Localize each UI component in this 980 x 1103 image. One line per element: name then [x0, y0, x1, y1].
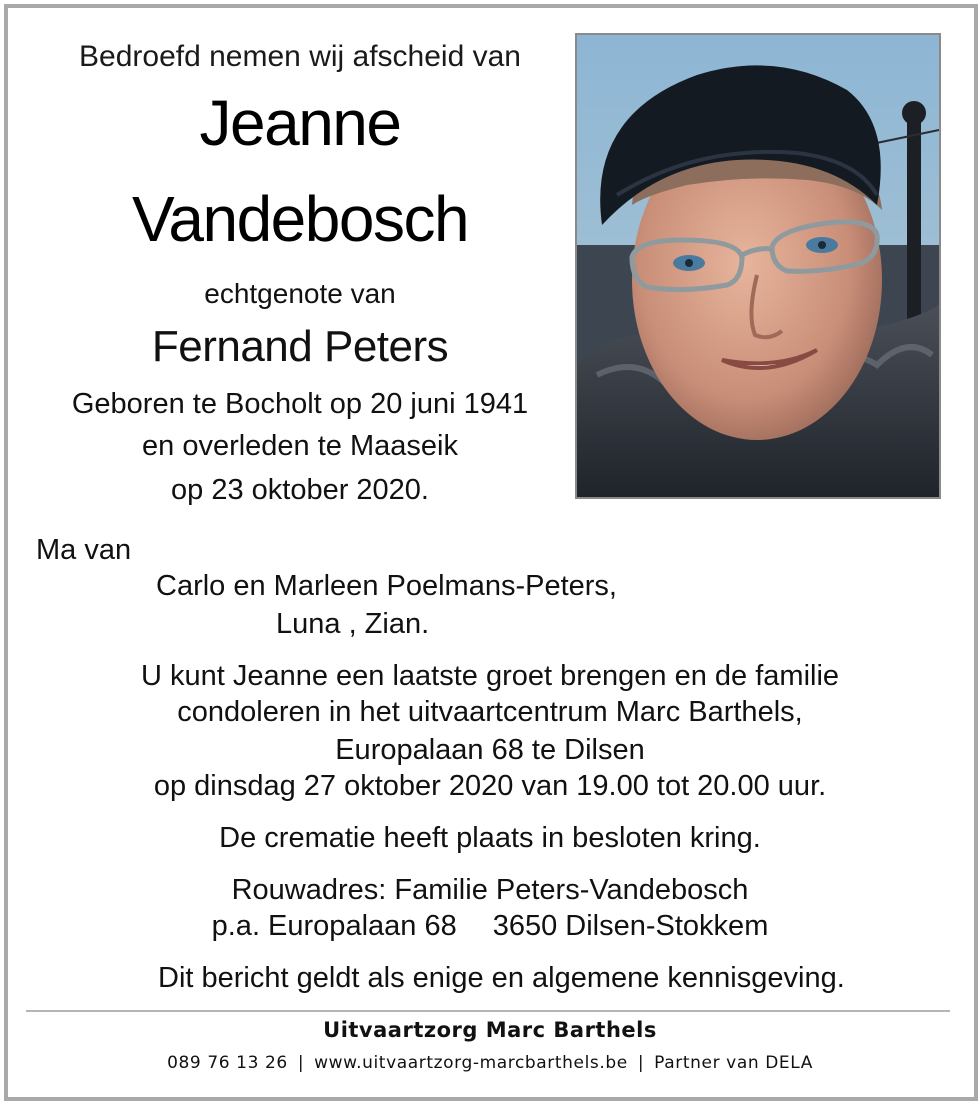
birth-info: Geboren te Bocholt op 20 juni 1941	[71, 388, 529, 420]
death-place: en overleden te Maaseik	[142, 430, 458, 462]
visitation-line-4: op dinsdag 27 oktober 2020 van 19.00 tot 20.00 uur.	[153, 770, 827, 802]
footer-separator: |	[297, 1053, 305, 1073]
footer-partner: Partner van DELA	[654, 1053, 813, 1073]
children-line-2: Luna , Zian.	[276, 608, 430, 640]
footer-contact-line	[0, 1053, 980, 1073]
deceased-first-name: Jeanne	[199, 87, 401, 159]
footer-divider	[26, 1010, 950, 1012]
deceased-last-name: Vandebosch	[131, 183, 469, 255]
portrait-photo	[575, 33, 941, 499]
spouse-label: echtgenote van	[204, 278, 396, 309]
footer-website: www.uitvaartzorg-marcbarthels.be	[314, 1053, 628, 1073]
intro-text: Bedroefd nemen wij afscheid van	[79, 40, 521, 73]
footer-phone: 089 76 13 26	[167, 1053, 288, 1073]
address-city: 3650 Dilsen-Stokkem	[492, 910, 769, 942]
footer-separator: |	[637, 1053, 645, 1073]
funeral-company-name: Uitvaartzorg Marc Barthels	[323, 1018, 657, 1042]
cremation-text: De crematie heeft plaats in besloten kring.	[219, 822, 761, 854]
family-label: Ma van	[36, 534, 132, 566]
death-date: op 23 oktober 2020.	[171, 474, 429, 506]
mourning-address-line-1: Rouwadres: Familie Peters-Vandebosch	[231, 874, 749, 906]
visitation-line-3: Europalaan 68 te Dilsen	[335, 734, 645, 766]
visitation-line-1: U kunt Jeanne een laatste groet brengen en de familie	[140, 660, 840, 692]
visitation-line-2: condoleren in het uitvaartcentrum Marc Barthels,	[177, 696, 803, 728]
closing-notice: Dit bericht geldt als enige en algemene kennisgeving.	[158, 962, 845, 994]
address-street: p.a. Europalaan 68	[211, 910, 457, 942]
mourning-address-line-2	[0, 910, 980, 943]
spouse-name: Fernand Peters	[151, 322, 449, 371]
children-line-1: Carlo en Marleen Poelmans-Peters,	[156, 570, 617, 602]
